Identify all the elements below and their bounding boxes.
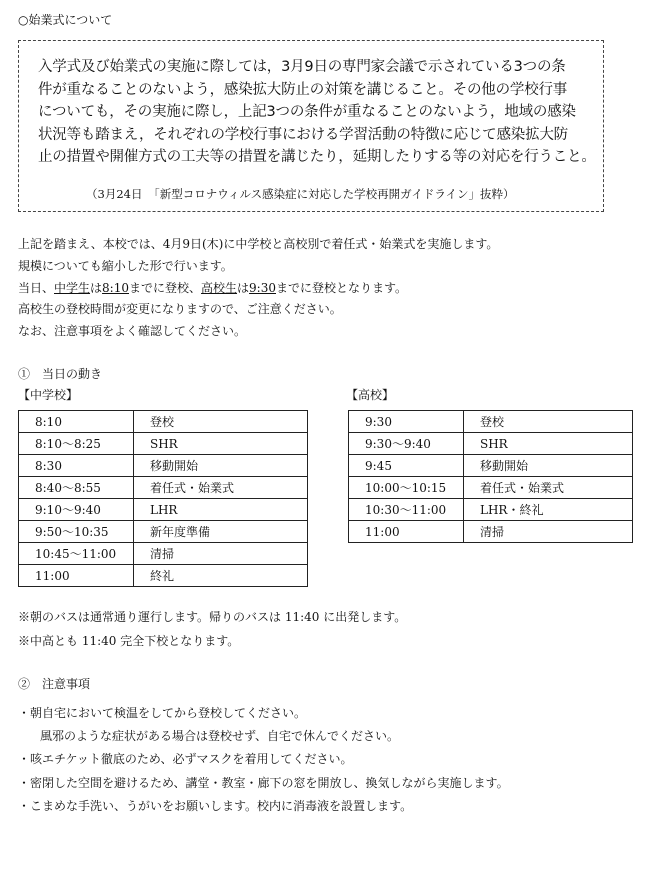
schedule-row: [349, 411, 633, 433]
schedule-event: SHR: [464, 433, 633, 455]
text-span: は: [237, 280, 250, 295]
intro-line: なお、注意事項をよく確認してください。: [18, 324, 247, 339]
caution-item: ・こまめな手洗い、うがいをお願いします。校内に消毒液を設置します。: [18, 798, 413, 813]
intro-paragraph: [18, 234, 498, 343]
text-span: は: [90, 280, 103, 295]
section-title: ○始業式について: [18, 13, 113, 27]
schedule-event: 終礼: [134, 565, 308, 587]
schedule-row: [349, 455, 633, 477]
schedule-time: 10:00～10:15: [349, 477, 464, 499]
schedule-event: 清掃: [464, 521, 633, 543]
caution-list: [18, 702, 509, 818]
schedule-event: 登校: [464, 411, 633, 433]
middle-school-schedule-table: [18, 410, 308, 587]
intro-line: 高校生の登校時間が変更になりますので、ご注意ください。: [18, 302, 342, 317]
schedule-row: [349, 521, 633, 543]
high-school-label: 高校生: [201, 280, 238, 295]
note-line: ※中高とも 11:40 完全下校となります。: [18, 633, 240, 648]
schedule-event: SHR: [134, 433, 308, 455]
schedule-time: 11:00: [349, 521, 464, 543]
schedule-event: 着任式・始業式: [134, 477, 308, 499]
caution-item: ・密閉した空間を避けるため、講堂・教室・廊下の窓を開放し、換気しながら実施します。: [18, 775, 509, 790]
schedule-time: 8:40～8:55: [19, 477, 134, 499]
schedule-event: 登校: [134, 411, 308, 433]
high-school-table-label: 【高校】: [346, 388, 395, 402]
schedule-time: 8:30: [19, 455, 134, 477]
schedule-event: LHR・終礼: [464, 499, 633, 521]
schedule-event: 新年度準備: [134, 521, 308, 543]
note-line: ※朝のバスは通常通り運行します。帰りのバスは 11:40 に出発します。: [18, 610, 407, 624]
schedule-time: 10:45～11:00: [19, 543, 134, 565]
intro-line: 上記を踏まえ、本校では、4月9日(木)に中学校と高校別で着任式・始業式を実施します。: [18, 237, 499, 251]
schedule-row: [349, 499, 633, 521]
caution-item: ・朝自宅において検温をしてから登校してください。: [18, 706, 307, 720]
schedule-row: [19, 565, 308, 587]
schedule-event: LHR: [134, 499, 308, 521]
schedule-time: 8:10: [19, 411, 134, 433]
schedule-row: [19, 543, 308, 565]
guideline-quote-text: [38, 56, 598, 169]
quote-line: についても，その実施に際し，上記3つの条件が重なることのないよう，地域の感染: [38, 104, 576, 120]
schedule-row: [19, 521, 308, 543]
caution-heading: ② 注意事項: [18, 677, 91, 691]
middle-school-label: 中学生: [54, 280, 91, 295]
schedule-time: 8:10～8:25: [19, 433, 134, 455]
bus-notes: [18, 606, 406, 653]
schedule-row: [19, 455, 308, 477]
schedule-row: [349, 477, 633, 499]
schedule-event: 着任式・始業式: [464, 477, 633, 499]
quote-line: 件が重なることのないよう，感染拡大防止の対策を講じること。その他の学校行事: [38, 81, 568, 98]
schedule-time: 9:10～9:40: [19, 499, 134, 521]
text-span: 当日、: [18, 280, 55, 295]
schedule-time: 9:30: [349, 411, 464, 433]
caution-item: ・咳エチケット徹底のため、必ずマスクを着用してください。: [18, 752, 353, 767]
schedule-row: [19, 411, 308, 433]
intro-line-arrival: [18, 278, 498, 300]
middle-arrival-time: 8:10: [102, 280, 129, 295]
schedule-row: [19, 433, 308, 455]
text-span: までに登校となります。: [276, 280, 408, 295]
schedule-row: [19, 499, 308, 521]
schedule-heading: ① 当日の動き: [18, 367, 103, 381]
schedule-event: 清掃: [134, 543, 308, 565]
intro-line: 規模についても縮小した形で行います。: [18, 258, 233, 273]
quote-source: （3月24日 「新型コロナウィルス感染症に対応した学校再開ガイドライン」抜粋）: [86, 187, 515, 201]
schedule-time: 10:30～11:00: [349, 499, 464, 521]
high-school-schedule-table: [348, 410, 633, 543]
quote-line: 状況等も踏まえ，それぞれの学校行事における学習活動の特徴に応じて感染拡大防: [38, 126, 568, 143]
schedule-time: 9:30～9:40: [349, 433, 464, 455]
schedule-event: 移動開始: [134, 455, 308, 477]
schedule-row: [19, 477, 308, 499]
middle-school-table-label: 【中学校】: [18, 388, 79, 402]
schedule-event: 移動開始: [464, 455, 633, 477]
schedule-time: 11:00: [19, 565, 134, 587]
text-span: までに登校、: [129, 280, 202, 295]
schedule-time: 9:45: [349, 455, 464, 477]
quote-line: 止の措置や開催方式の工夫等の措置を講じたり，延期したりする等の対応を行うこと。: [38, 149, 596, 165]
caution-item: 風邪のような症状がある場合は登校せず、自宅で休んでください。: [40, 729, 400, 744]
high-arrival-time: 9:30: [249, 280, 276, 295]
schedule-row: [349, 433, 633, 455]
quote-line: 入学式及び始業式の実施に際しては，3月9日の専門家会議で示されている3つの条: [38, 59, 566, 75]
schedule-time: 9:50～10:35: [19, 521, 134, 543]
